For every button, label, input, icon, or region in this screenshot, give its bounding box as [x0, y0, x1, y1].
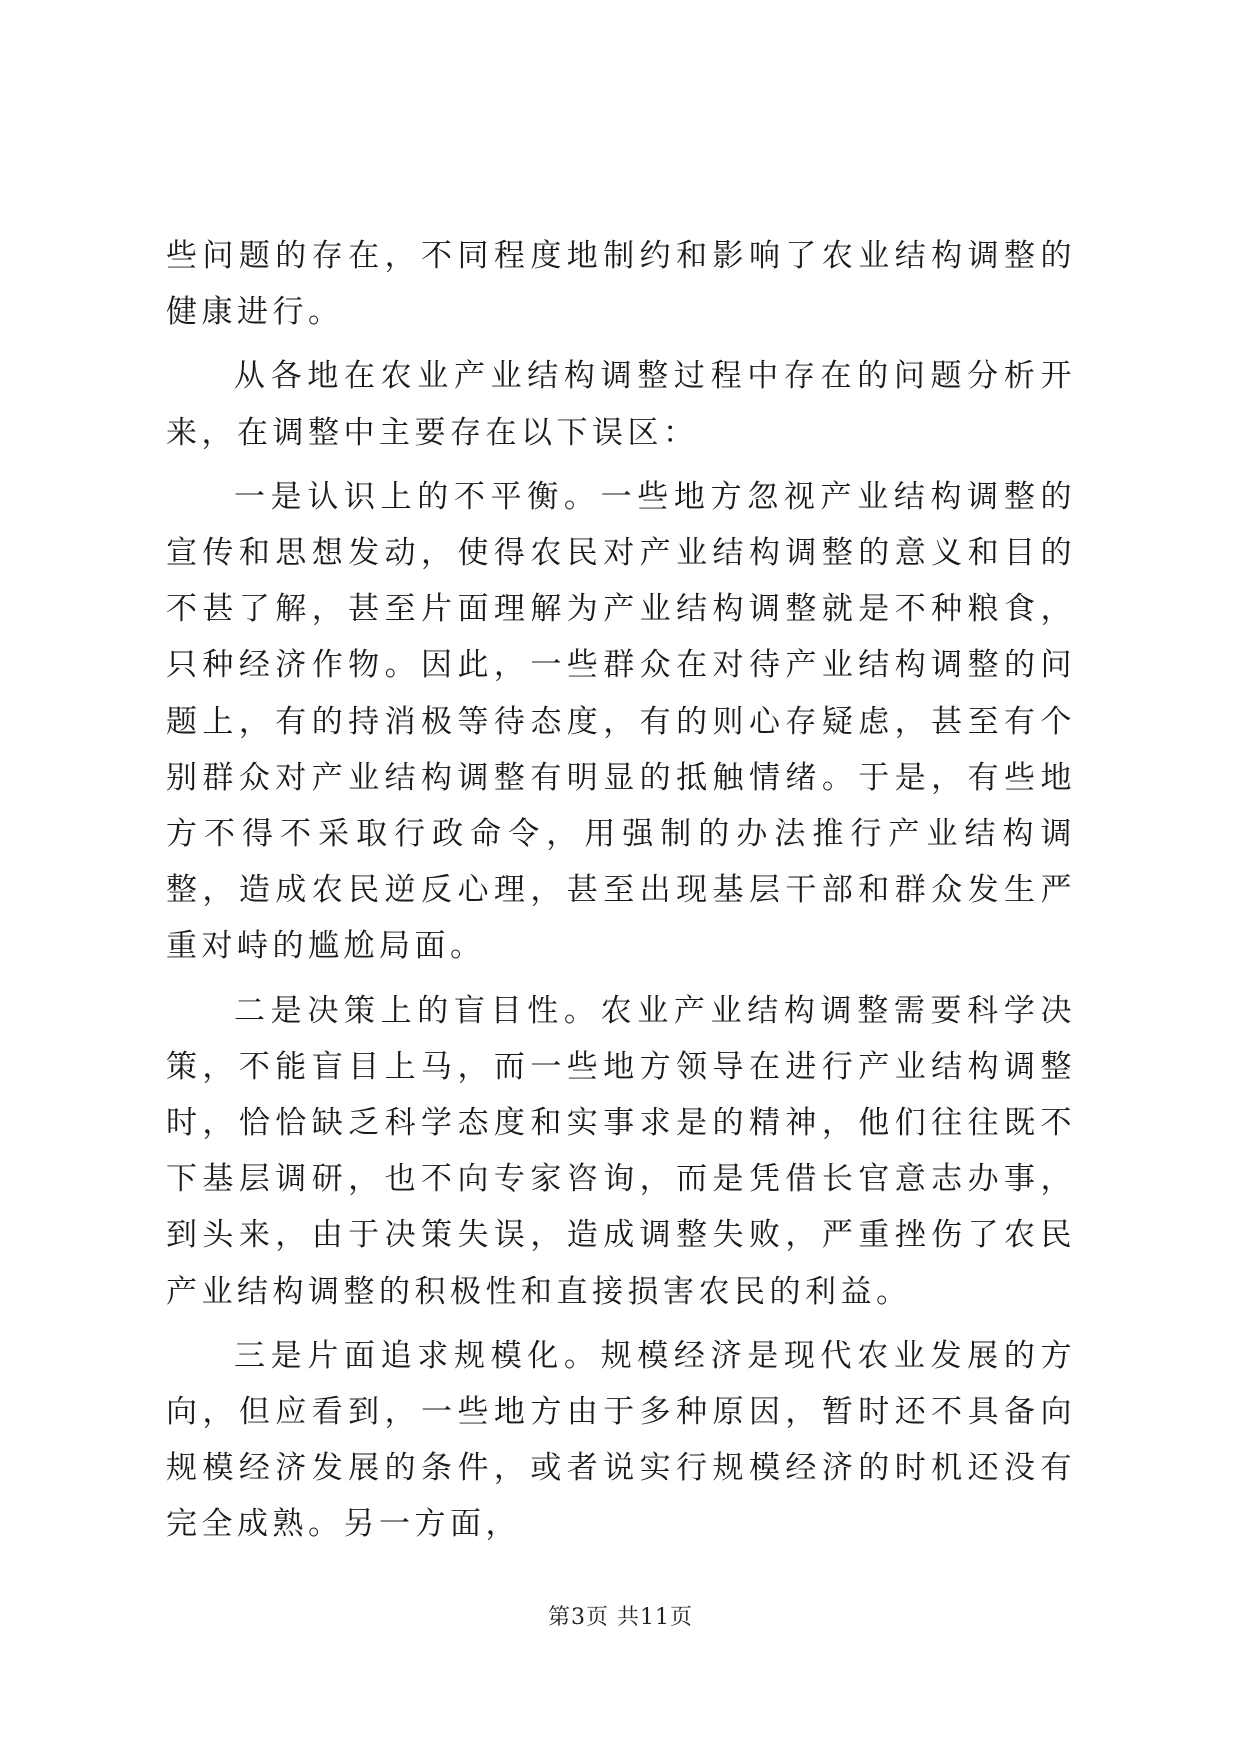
page-footer: 第3页 共11页 [548, 1605, 693, 1630]
paragraph-point-three: 三是片面追求规模化。规模经济是现代农业发展的方向，但应看到，一些地方由于多种原因，暂时还不具备向规模经济发展的条件，或者说实行规模经济的时机还没有完全成熟。另一方面， [166, 1337, 1076, 1543]
document-body [166, 228, 1076, 1553]
paragraph-continuation: 些问题的存在，不同程度地制约和影响了农业结构调整的健康进行。 [166, 238, 1076, 331]
paragraph-intro: 从各地在农业产业结构调整过程中存在的问题分析开来，在调整中主要存在以下误区： [166, 358, 1076, 451]
paragraph-point-one: 一是认识上的不平衡。一些地方忽视产业结构调整的宣传和思想发动，使得农民对产业结构调整的意义和目的不甚了解，甚至片面理解为产业结构调整就是不种粮食，只种经济作物。因此，一些群众在对待产业结构调整的问题上，有的持消极等待态度，有的则心存疑虑，甚至有个别群众对产业结构调整有明显的抵触情绪。于是，有些地方不得不采取行政命令，用强制的办法推行产业结构调整，造成农民逆反心理，甚至出现基层干部和群众发生严重对峙的尴尬局面。 [166, 478, 1076, 965]
paragraph-point-two: 二是决策上的盲目性。农业产业结构调整需要科学决策，不能盲目上马，而一些地方领导在进行产业结构调整时，恰恰缺乏科学态度和实事求是的精神，他们往往既不下基层调研，也不向专家咨询，而是凭借长官意志办事，到头来，由于决策失误，造成调整失败，严重挫伤了农民产业结构调整的积极性和直接损害农民的利益。 [166, 992, 1076, 1310]
